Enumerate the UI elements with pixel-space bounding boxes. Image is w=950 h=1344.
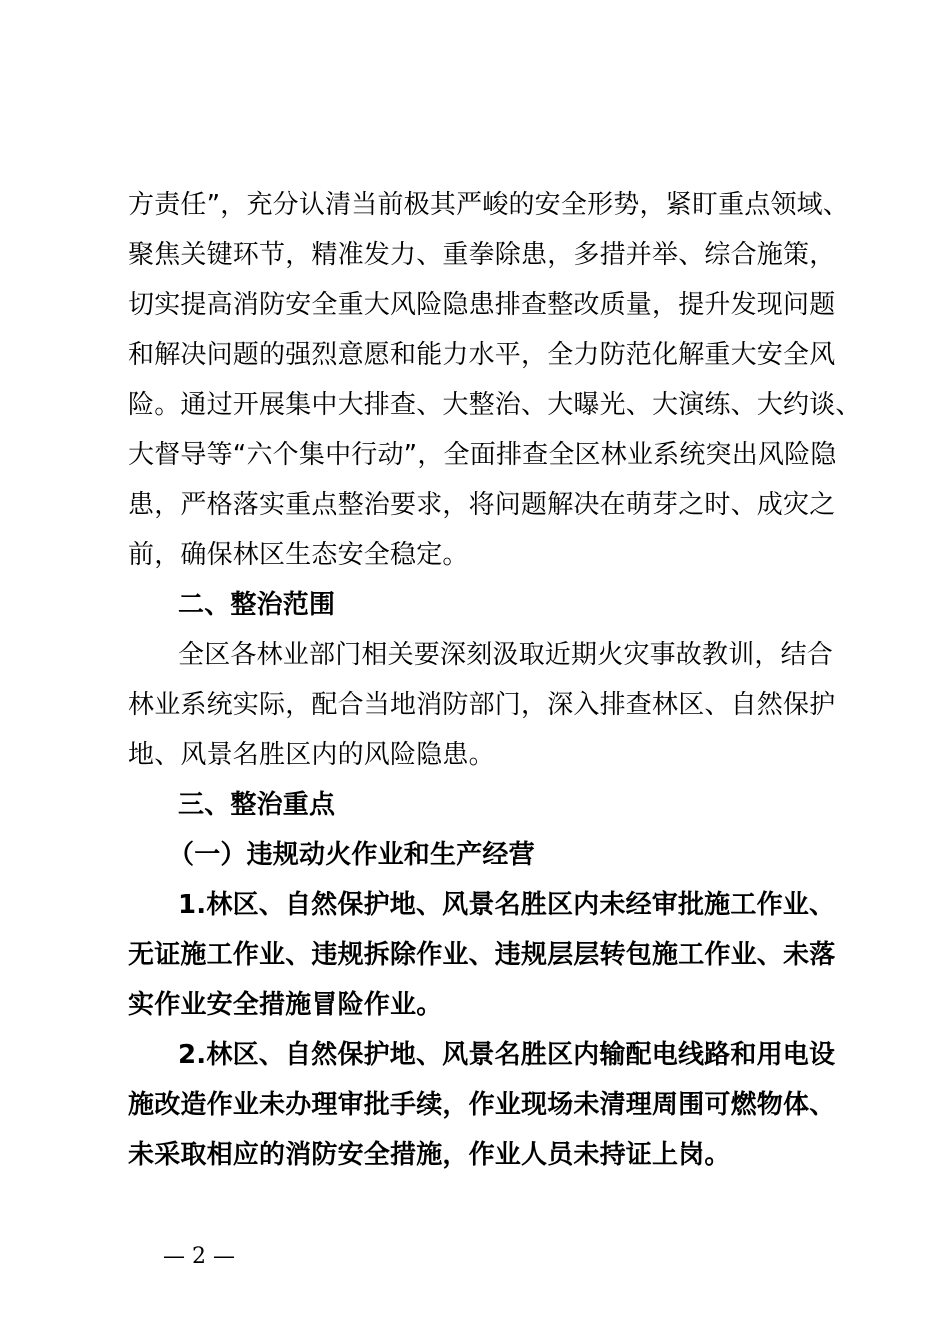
page-number: — 2 — [163,1244,235,1269]
paragraph-line: 大督导等“六个集中行动”，全面排查全区林业系统突出风险隐 [128,440,837,470]
paragraph-line: 和解决问题的强烈意愿和能力水平，全力防范化解重大安全风 [128,340,836,370]
paragraph-line: 方责任”，充分认清当前极其严峻的安全形势，紧盯重点领域、 [128,190,850,220]
list-item-line: 2.林区、自然保护地、风景名胜区内输配电线路和用电设 [178,1040,836,1070]
section-heading-scope: 二、整治范围 [178,590,336,620]
paragraph-line: 前，确保林区生态安全稳定。 [128,540,469,570]
paragraph-line: 患，严格落实重点整治要求，将问题解决在萌芽之时、成灾之 [128,490,836,520]
paragraph-line: 全区各林业部门相关要深刻汲取近期火灾事故教训，结合 [178,640,834,670]
paragraph-line: 聚焦关键环节，精准发力、重拳除患，多措并举、综合施策， [128,240,836,270]
paragraph-line: 地、风景名胜区内的风险隐患。 [128,740,495,770]
section-heading-focus: 三、整治重点 [178,790,336,820]
list-item-line: 1.林区、自然保护地、风景名胜区内未经审批施工作业、 [178,890,836,920]
list-item-line: 实作业安全措施冒险作业。 [128,990,443,1020]
list-item-line: 无证施工作业、违规拆除作业、违规层层转包施工作业、未落 [128,940,836,970]
paragraph-line: 切实提高消防安全重大风险隐患排查整改质量，提升发现问题 [128,290,836,320]
paragraph-line: 林业系统实际，配合当地消防部门，深入排查林区、自然保护 [128,690,836,720]
list-item-line: 施改造作业未办理审批手续，作业现场未清理周围可燃物体、 [128,1090,836,1120]
list-item-line: 未采取相应的消防安全措施，作业人员未持证上岗。 [128,1140,731,1170]
paragraph-line: 险。通过开展集中大排查、大整治、大曝光、大演练、大约谈、 [128,390,862,420]
subsection-heading: （一）违规动火作业和生产经营 [168,840,535,870]
